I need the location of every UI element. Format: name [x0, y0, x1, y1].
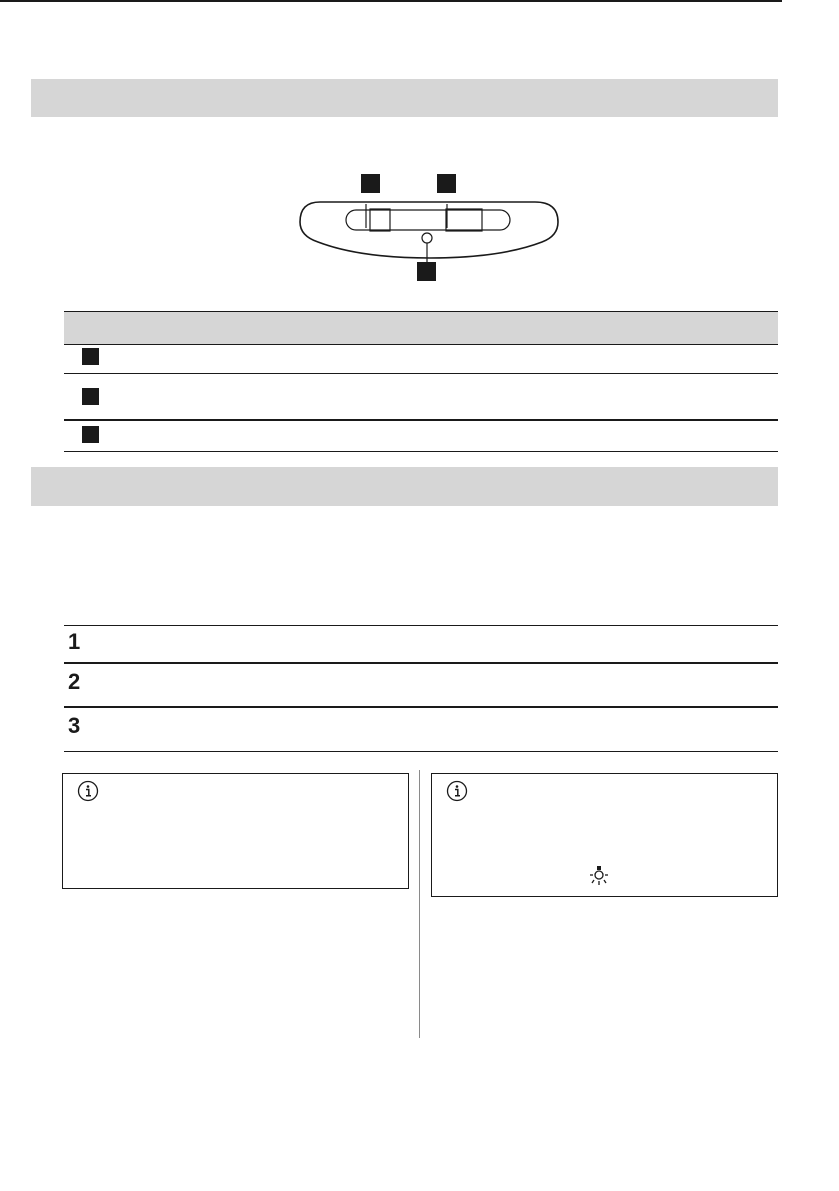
key-table-header	[64, 311, 778, 345]
info-icon	[446, 780, 468, 802]
column-divider	[419, 770, 420, 1038]
steps-divider	[64, 662, 778, 664]
section-heading-bar-2	[31, 467, 778, 506]
step-number: 3	[68, 713, 81, 738]
callout-marker-1	[361, 174, 380, 193]
light-sensor	[422, 233, 432, 243]
key-row-marker-2	[82, 388, 99, 405]
section-heading-bar-1	[31, 79, 778, 117]
control-panel-diagram	[280, 160, 580, 290]
top-rule	[0, 0, 782, 2]
key-row-marker-1	[82, 348, 99, 365]
callout-marker-2	[437, 174, 456, 193]
callout-marker-3	[417, 262, 436, 281]
steps-top-rule	[64, 625, 778, 626]
light-bulb-icon	[588, 865, 610, 887]
steps-bottom-rule	[64, 751, 778, 752]
step-number: 1	[68, 629, 81, 654]
step-number: 2	[68, 669, 81, 694]
key-table-row-divider	[64, 373, 778, 374]
key-table-bottom-rule	[64, 451, 778, 452]
info-note-box-left	[62, 773, 409, 889]
display-window	[346, 210, 510, 230]
steps-divider	[64, 706, 778, 708]
info-icon	[77, 780, 99, 802]
right-knob	[446, 209, 482, 231]
left-knob	[370, 209, 390, 231]
key-table-row-divider	[64, 419, 778, 421]
info-note-box-right	[431, 773, 778, 897]
key-row-marker-3	[82, 426, 99, 443]
